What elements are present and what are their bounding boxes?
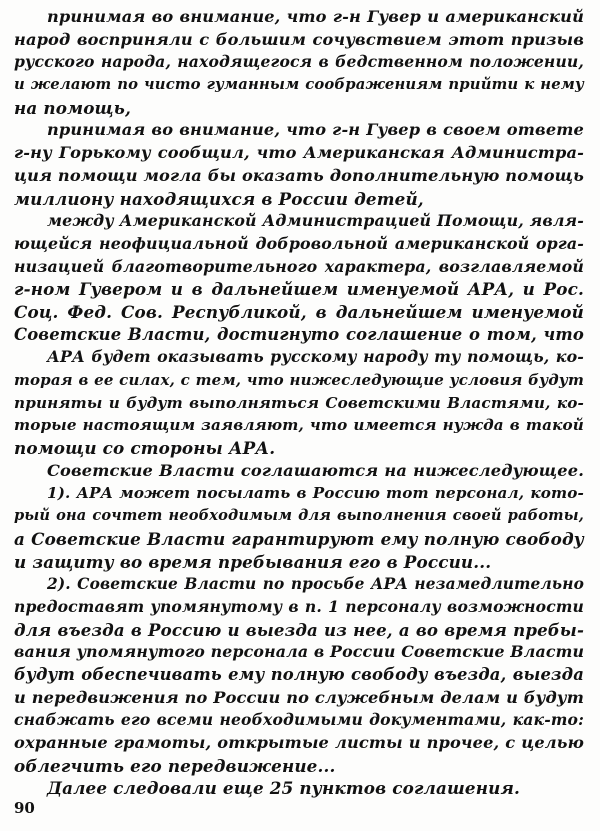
text-line: помощи со стороны АРА. — [14, 438, 276, 459]
text-line: русского народа, находящегося в бедственном положении, — [14, 52, 584, 72]
text-line: и защиту во время пребывания его в России... — [14, 551, 492, 572]
text-line: миллиону находящихся в России детей, — [14, 188, 424, 209]
text-line: г-ном Гувером и в дальнейшем именуемой АРА, и Рос. — [14, 279, 584, 300]
text-line: г-ну Горькому сообщил, что Американская Администра- — [14, 143, 584, 163]
text-line: охранные грамоты, открытые листы и прочее, с целью — [14, 733, 584, 752]
text-line: Далее следовали еще 25 пунктов соглашения. — [47, 778, 520, 799]
text-line: народ восприняли с большим сочувствием этот призыв — [14, 29, 584, 49]
text-line: Советские Власти, достигнуто соглашение о том, что — [14, 324, 584, 344]
text-line: облегчить его передвижение... — [14, 755, 336, 776]
text-line: предоставят упомянутому в п. 1 персоналу возможности — [14, 596, 584, 616]
text-line: торая в ее силах, с тем, что нижеследующие условия будут — [14, 371, 584, 389]
text-line: ция помощи могла бы оказать дополнительную помощь — [14, 165, 584, 185]
text-line: торые настоящим заявляют, что имеется нужда в такой — [14, 416, 584, 435]
text-line: для въезда в Россию и выезда из нее, а во время пребы- — [14, 619, 584, 640]
text-line: рый она сочтет необходимым для выполнения своей работы, — [14, 507, 584, 525]
text-line: низацией благотворительного характера, возглавляемой — [14, 256, 584, 276]
body-text — [14, 6, 584, 800]
text-line: 1). АРА может посылать в Россию тот персонал, кото- — [47, 484, 584, 503]
text-line: ющейся неофициальной добровольной американской орга- — [14, 233, 584, 253]
page-number: 90 — [14, 799, 35, 817]
text-line: и передвижения по России по служебным делам и будут — [14, 687, 584, 707]
text-line: Советские Власти соглашаются на нижеследующее. — [47, 460, 584, 480]
text-line: а Советские Власти гарантируют ему полную свободу — [14, 528, 584, 549]
text-line: 2). Советские Власти по просьбе АРА незамедлительно — [47, 575, 584, 594]
text-line: принимая во внимание, что г-н Гувер и американский — [47, 7, 584, 26]
text-line: вания упомянутого персонала в России Советские Власти — [14, 642, 585, 662]
text-line: приняты и будут выполняться Советскими Властями, ко- — [14, 393, 584, 412]
text-line: и желают по чисто гуманным соображениям прийти к нему — [14, 76, 584, 94]
text-line: АРА будет оказывать русскому народу ту помощь, ко- — [47, 347, 584, 367]
text-line: между Американской Администрацией Помощи, явля- — [47, 211, 584, 231]
text-line: Соц. Фед. Сов. Республикой, в дальнейшем именуемой — [14, 301, 584, 322]
text-line: на помощь, — [14, 97, 131, 118]
text-line: будут обеспечивать ему полную свободу въезда, выезда — [14, 664, 584, 684]
text-line: принимая во внимание, что г-н Гувер в своем ответе — [47, 120, 584, 140]
text-line: снабжать его всеми необходимыми документами, как-то: — [14, 710, 584, 730]
